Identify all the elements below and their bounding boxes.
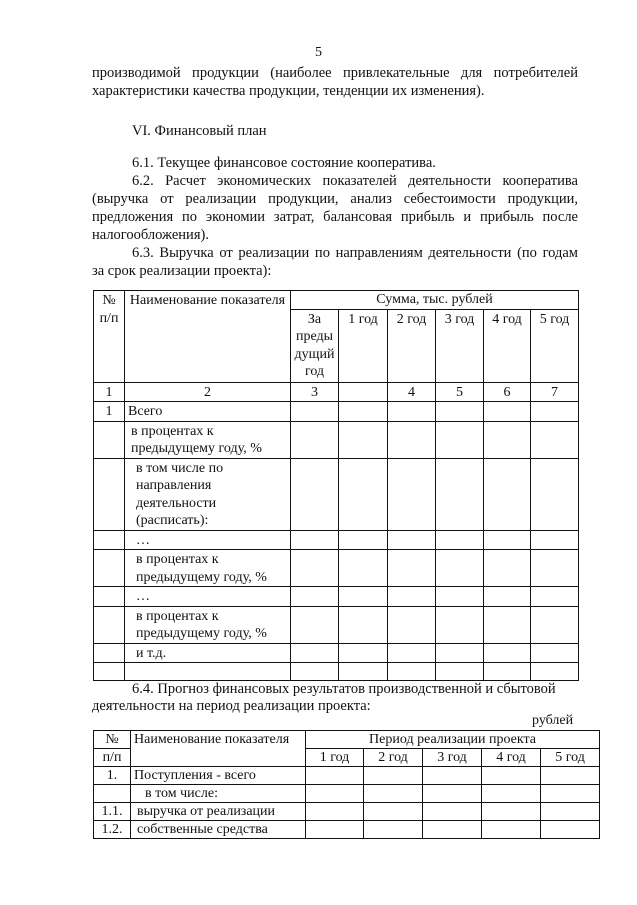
- row-label: Всего: [125, 402, 291, 422]
- header-year-5: 5 год: [531, 309, 579, 382]
- table-row: [94, 663, 579, 681]
- header-num: № п/п: [94, 291, 125, 383]
- table-row: [94, 458, 579, 530]
- row-label: и т.д.: [125, 643, 291, 663]
- row-label: выручка от реализации: [131, 803, 306, 821]
- page-number: 5: [315, 45, 322, 60]
- revenue-table: [93, 290, 579, 681]
- paragraph-6-1: 6.1. Текущее финансовое состояние кооператива.: [132, 155, 436, 171]
- row-label: в процентах к предыдущему году, %: [125, 550, 291, 587]
- header-year-4: 4 год: [482, 749, 541, 767]
- paragraph-6-3-line1: 6.3. Выручка от реализации по направлениям деятельности (по годам: [132, 245, 578, 261]
- forecast-table: [93, 730, 600, 839]
- paragraph-6-2-line2: (выручка от реализации продукции, анализ себестоимости продукции,: [92, 191, 578, 207]
- paragraph-6-3-line2: за срок реализации проекта):: [92, 263, 272, 279]
- col-number: 5: [436, 382, 484, 402]
- empty-cell: [339, 382, 388, 402]
- table-row: [94, 803, 600, 821]
- row-label: …: [125, 530, 291, 550]
- row-label: в том числе:: [131, 785, 306, 803]
- col-number: 7: [531, 382, 579, 402]
- paragraph-6-4-line1: 6.4. Прогноз финансовых результатов производственной и сбытовой: [132, 681, 556, 697]
- row-num: 1: [94, 402, 125, 422]
- row-label: …: [125, 587, 291, 607]
- table-row: [94, 821, 600, 839]
- paragraph-line: характеристики качества продукции, тенденции их изменения).: [92, 83, 485, 99]
- row-label: собственные средства: [131, 821, 306, 839]
- section-title: VI. Финансовый план: [132, 123, 267, 139]
- col-number: 4: [388, 382, 436, 402]
- table-row: [94, 606, 579, 643]
- header-year-2: 2 год: [364, 749, 423, 767]
- header-year-1: 1 год: [306, 749, 364, 767]
- table-row: [94, 421, 579, 458]
- header-num: №: [94, 731, 131, 749]
- row-num: 1.1.: [94, 803, 131, 821]
- header-year-3: 3 год: [423, 749, 482, 767]
- table-row: [94, 550, 579, 587]
- col-number: 3: [291, 382, 339, 402]
- paragraph-6-2-line1: 6.2. Расчет экономических показателей деятельности кооператива: [132, 173, 578, 189]
- header-num: п/п: [94, 749, 131, 767]
- table-row: [94, 530, 579, 550]
- row-num: 1.: [94, 767, 131, 785]
- paragraph-6-2-line3: предложения по экономии затрат, балансовая прибыль и прибыль после: [92, 209, 578, 225]
- col-number: 6: [484, 382, 531, 402]
- unit-label: рублей: [532, 713, 574, 728]
- header-year-5: 5 год: [541, 749, 600, 767]
- row-num: 1.2.: [94, 821, 131, 839]
- table-row: [94, 587, 579, 607]
- header-year-4: 4 год: [484, 309, 531, 382]
- header-name: Наименование показателя: [125, 291, 291, 383]
- paragraph-6-2-line4: налогообложения).: [92, 227, 209, 243]
- col-number: 2: [125, 382, 291, 402]
- header-prev-year: За преды дущий год: [291, 309, 339, 382]
- table-row: [94, 643, 579, 663]
- row-label: в том числе по направления деятельности (расписать):: [125, 458, 291, 530]
- table-row: [94, 402, 579, 422]
- paragraph-line: производимой продукции (наиболее привлекательные для потребителей: [92, 65, 578, 81]
- col-number: 1: [94, 382, 125, 402]
- row-label: в процентах к предыдущему году, %: [125, 606, 291, 643]
- row-label: Поступления - всего: [131, 767, 306, 785]
- paragraph-6-4-line2: деятельности на период реализации проекта:: [92, 698, 371, 714]
- header-period: Период реализации проекта: [306, 731, 600, 749]
- row-label: в процентах к предыдущему году, %: [125, 421, 291, 458]
- header-sum: Сумма, тыс. рублей: [291, 291, 579, 310]
- header-year-1: 1 год: [339, 309, 388, 382]
- table-row: [94, 767, 600, 785]
- header-year-2: 2 год: [388, 309, 436, 382]
- header-year-3: 3 год: [436, 309, 484, 382]
- column-number-row: [94, 382, 579, 402]
- header-name: Наименование показателя: [131, 731, 306, 767]
- table-row: [94, 785, 600, 803]
